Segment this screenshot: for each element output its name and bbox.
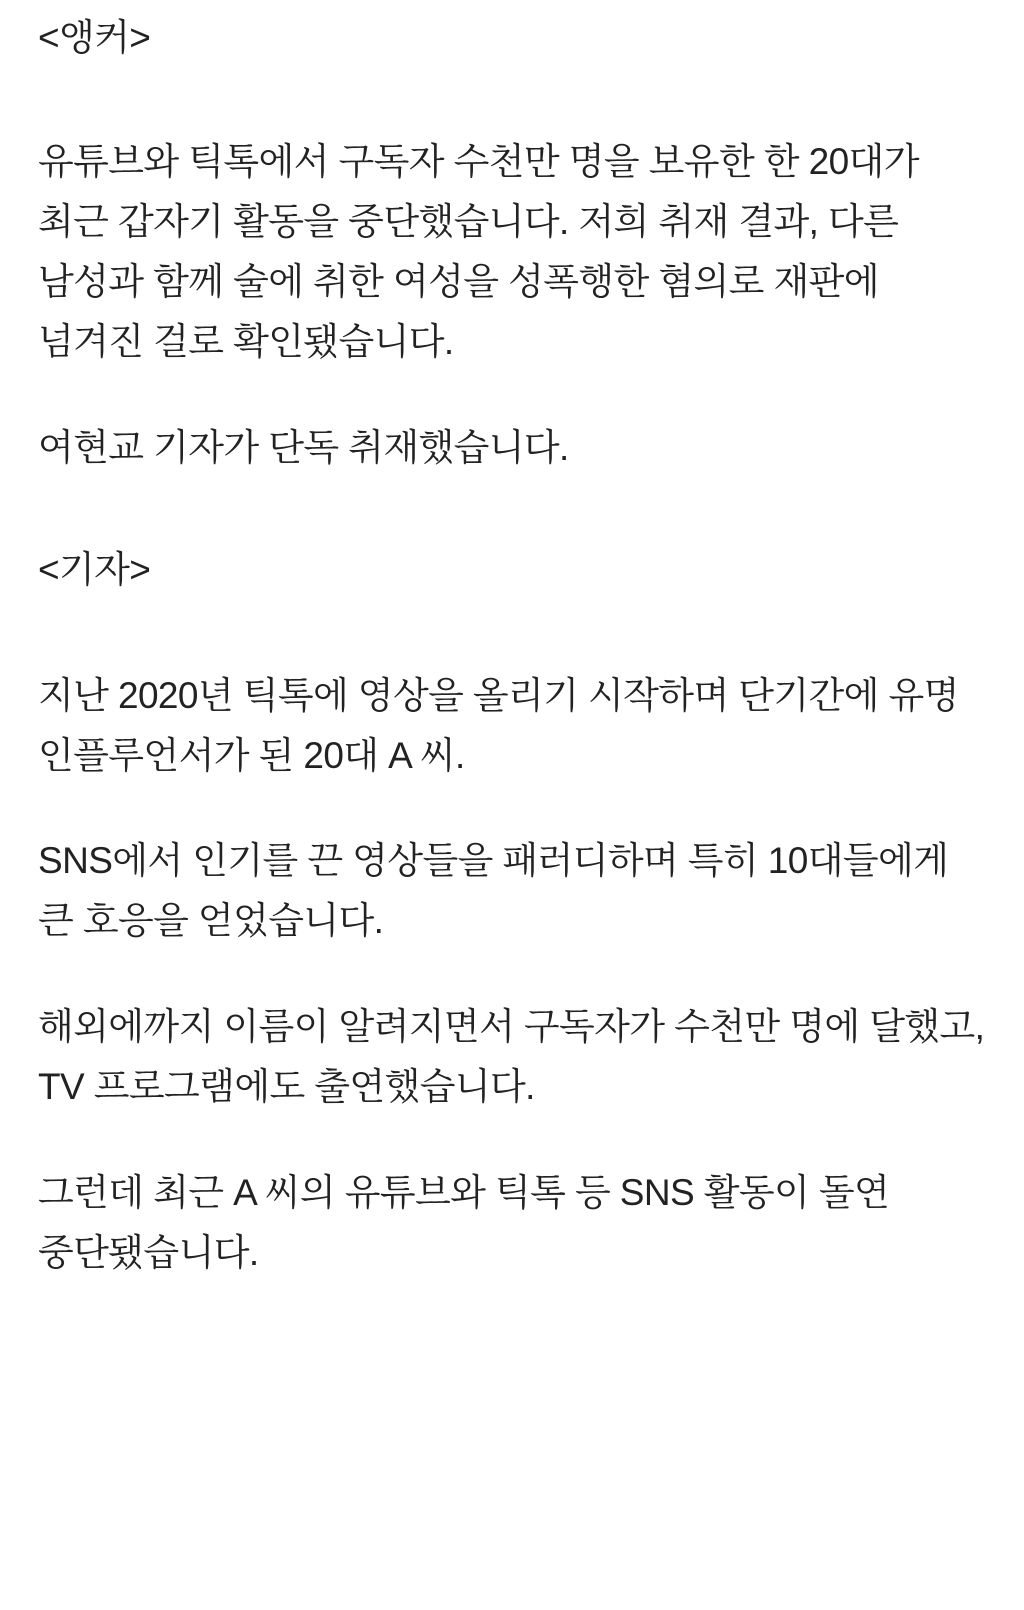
paragraph-body-2: SNS에서 인기를 끈 영상들을 패러디하며 특히 10대들에게 큰 호응을 얻었습니다. <box>38 840 949 942</box>
paragraph-body-3: 해외에까지 이름이 알려지면서 구독자가 수천만 명에 달했고, TV 프로그램에도 출연했습니다. <box>38 1006 985 1108</box>
paragraph-anchor-byline: 여현교 기자가 단독 취재했습니다. <box>38 426 569 468</box>
paragraph-body-4: 그런데 최근 A 씨의 유튜브와 틱톡 등 SNS 활동이 돌연 중단됐습니다. <box>38 1172 890 1274</box>
speaker-tag-reporter: <기자> <box>38 548 151 590</box>
paragraph-anchor-lead: 유튜브와 틱톡에서 구독자 수천만 명을 보유한 한 20대가 최근 갑자기 활동을 중단했습니다. 저희 취재 결과, 다른 남성과 함께 술에 취한 여성을 성폭행한 혐의로 재판에 넘겨진 걸로 확인됐습니다. <box>38 140 919 362</box>
paragraph-body-1: 지난 2020년 틱톡에 영상을 올리기 시작하며 단기간에 유명 인플루언서가 된 20대 A 씨. <box>38 674 959 776</box>
speaker-tag-anchor: <앵커> <box>38 17 151 58</box>
